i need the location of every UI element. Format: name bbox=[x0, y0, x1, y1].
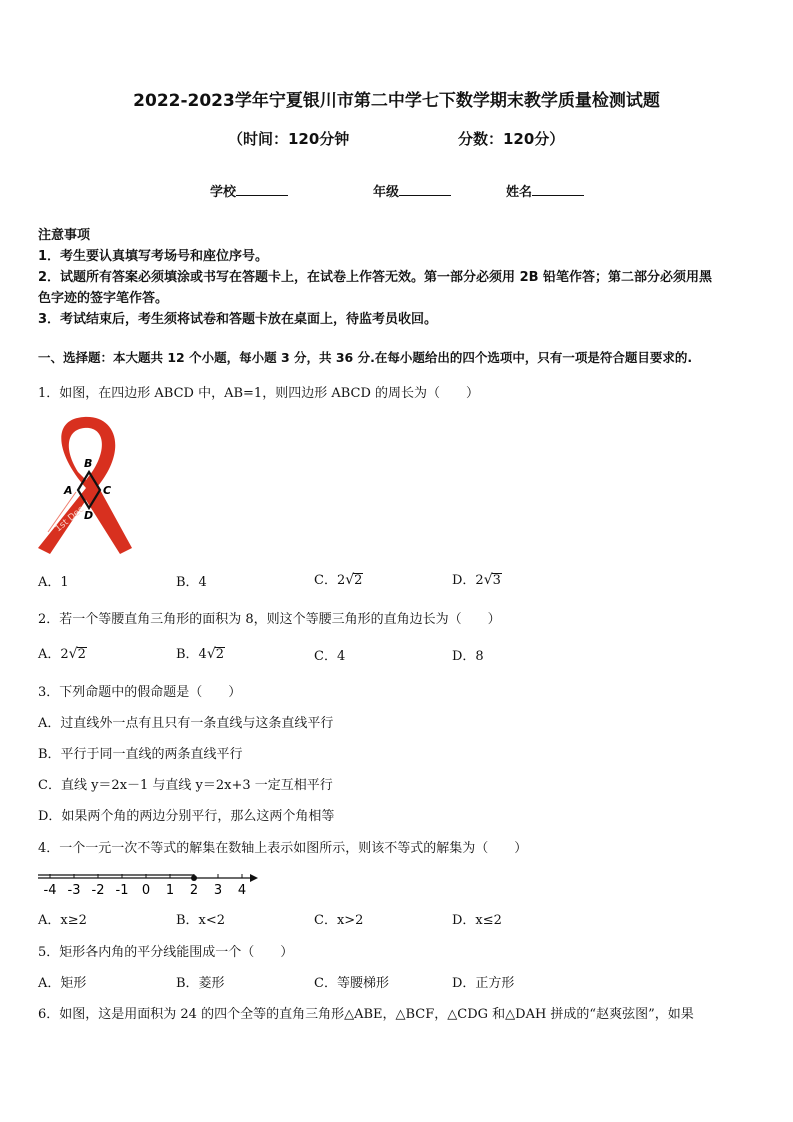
axis-arrow-icon bbox=[250, 874, 258, 882]
q2-option-b[interactable]: B．4√2 bbox=[176, 646, 225, 662]
axis-tick-label: 1 bbox=[165, 883, 175, 898]
vertex-label-d: D bbox=[84, 509, 94, 522]
q1-option-a[interactable]: A．1 bbox=[38, 575, 69, 590]
axis-tick-label: -1 bbox=[115, 883, 129, 898]
q5-option-d[interactable]: D．正方形 bbox=[452, 976, 515, 991]
note-item: 3．考试结束后，考生须将试卷和答题卡放在桌面上，待监考员收回。 bbox=[38, 312, 438, 327]
axis-tick-label: -4 bbox=[43, 883, 57, 898]
axis-tick-label: -3 bbox=[67, 883, 81, 898]
name-label: 姓名 bbox=[506, 185, 533, 200]
question-3-stem: 3．下列命题中的假命题是（ ） bbox=[38, 685, 242, 700]
axis-tick-label: 3 bbox=[213, 883, 223, 898]
q5-option-a[interactable]: A．矩形 bbox=[38, 976, 87, 991]
q4-option-c[interactable]: C．x>2 bbox=[314, 913, 364, 928]
page-title: 2022-2023学年宁夏银川市第二中学七下数学期末教学质量检测试题 bbox=[133, 91, 660, 111]
q1-option-c[interactable]: C．2√2 bbox=[314, 572, 363, 588]
name-field[interactable] bbox=[506, 181, 584, 200]
grade-label: 年级 bbox=[373, 185, 400, 200]
q3-option-b[interactable]: B．平行于同一直线的两条直线平行 bbox=[38, 747, 243, 762]
q5-option-b[interactable]: B．菱形 bbox=[176, 976, 225, 991]
section-heading: 一、选择题：本大题共 12 个小题，每小题 3 分，共 36 分.在每小题给出的四个选项中，只有一项是符合题目要求的. bbox=[38, 350, 693, 365]
notes-heading: 注意事项 bbox=[38, 228, 91, 243]
axis-tick-label: 4 bbox=[237, 883, 247, 898]
time-label: （时间：120分钟 bbox=[228, 130, 350, 148]
vertex-label-c: C bbox=[103, 484, 112, 497]
number-line-figure bbox=[36, 864, 262, 898]
school-label: 学校 bbox=[210, 185, 237, 200]
red-ribbon-figure bbox=[36, 414, 136, 556]
q1-option-b[interactable]: B．4 bbox=[176, 575, 207, 590]
q3-option-d[interactable]: D．如果两个角的两边分别平行，那么这两个角相等 bbox=[38, 809, 335, 824]
question-6-stem: 6．如图，这是用面积为 24 的四个全等的直角三角形△ABE，△BCF，△CDG 和△DAH 拼成的“赵爽弦图”，如果 bbox=[38, 1007, 694, 1022]
q2-option-a[interactable]: A．2√2 bbox=[38, 646, 86, 662]
axis-tick-label: -2 bbox=[91, 883, 105, 898]
note-item: 2．试题所有答案必须填涂或书写在答题卡上，在试卷上作答无效。第一部分必须用 2B 铅笔作答；第二部分必须用黑 bbox=[38, 270, 713, 285]
score-label: 分数：120分） bbox=[458, 130, 565, 148]
question-4-stem: 4．一个一元一次不等式的解集在数轴上表示如图所示，则该不等式的解集为（ ） bbox=[38, 841, 528, 856]
q4-option-d[interactable]: D．x≤2 bbox=[452, 913, 502, 928]
q3-option-c[interactable]: C．直线 y＝2x－1 与直线 y＝2x+3 一定互相平行 bbox=[38, 778, 333, 793]
question-1-stem: 1．如图，在四边形 ABCD 中，AB=1，则四边形 ABCD 的周长为（ ） bbox=[38, 386, 480, 401]
q1-option-d[interactable]: D．2√3 bbox=[452, 572, 501, 588]
q3-option-a[interactable]: A．过直线外一点有且只有一条直线与这条直线平行 bbox=[38, 716, 334, 731]
school-field[interactable] bbox=[210, 181, 288, 200]
q5-option-c[interactable]: C．等腰梯形 bbox=[314, 976, 389, 991]
note-item: 1．考生要认真填写考场号和座位序号。 bbox=[38, 249, 269, 264]
q4-option-b[interactable]: B．x<2 bbox=[176, 913, 226, 928]
vertex-label-b: B bbox=[84, 457, 93, 470]
grade-field[interactable] bbox=[373, 181, 451, 200]
axis-tick-label: 0 bbox=[141, 883, 151, 898]
q4-option-a[interactable]: A．x≥2 bbox=[38, 913, 87, 928]
vertex-label-a: A bbox=[64, 484, 73, 497]
question-5-stem: 5．矩形各内角的平分线能围成一个（ ） bbox=[38, 945, 294, 960]
q2-option-c[interactable]: C．4 bbox=[314, 649, 346, 664]
question-2-stem: 2．若一个等腰直角三角形的面积为 8，则这个等腰三角形的直角边长为（ ） bbox=[38, 612, 501, 627]
q2-option-d[interactable]: D．8 bbox=[452, 649, 484, 664]
note-item: 色字迹的签字笔作答。 bbox=[38, 291, 169, 306]
ribbon-text: 1st Dec bbox=[53, 504, 87, 535]
axis-tick-label: 2 bbox=[189, 883, 199, 898]
